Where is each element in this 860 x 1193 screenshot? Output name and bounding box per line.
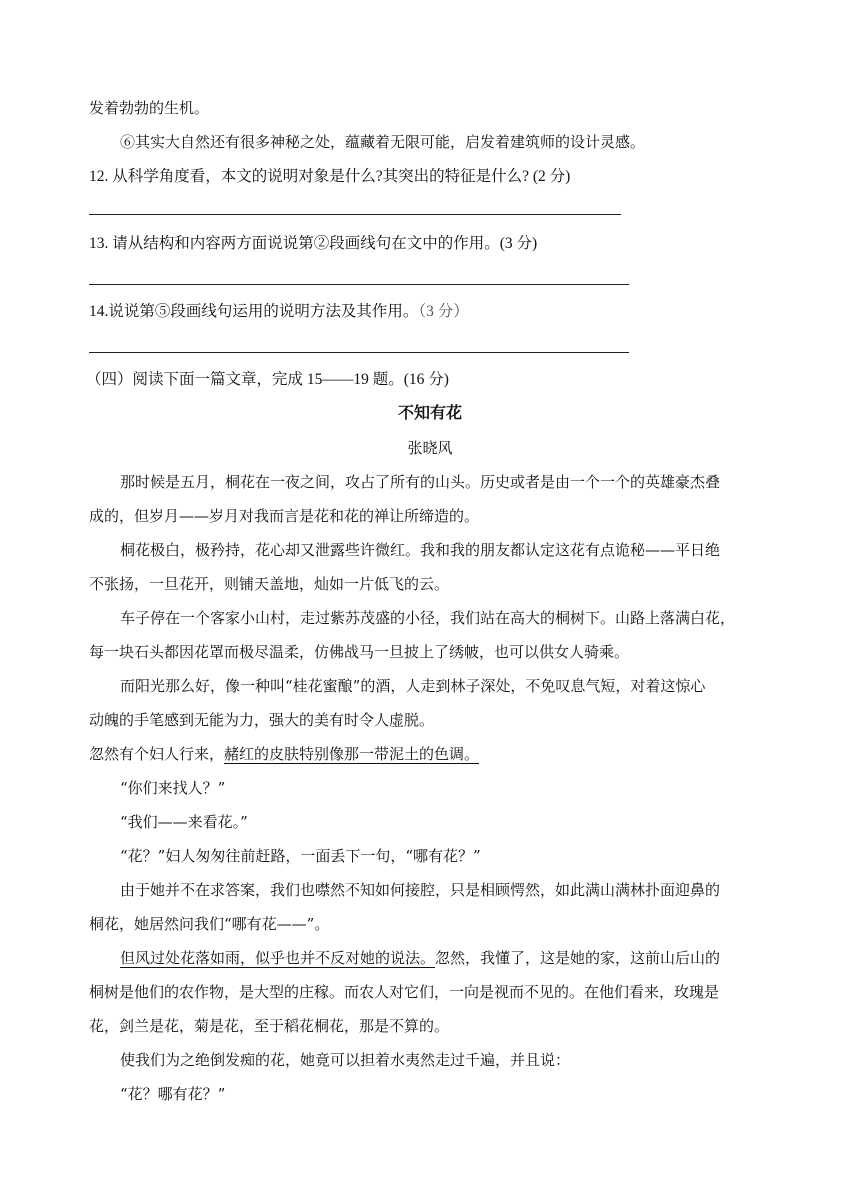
question-14-text: 14.说说第⑤段画线句运用的说明方法及其作用。	[89, 303, 419, 320]
article-line: 动魄的手笔感到无能为力，强大的美有时令人虚脱。	[89, 711, 435, 729]
underlined-sentence: 赭红的皮肤特别像那一带泥土的色调。	[224, 745, 480, 763]
answer-line-12[interactable]	[89, 214, 621, 215]
article-line	[89, 743, 479, 765]
article-text: 忽然，我懂了，这是她的家，这前山后山的	[435, 949, 721, 967]
article-line: 桐花极白，极矜持，花心却又泄露些许微红。我和我的朋友都认定这花有点诡秘——平日绝	[120, 541, 721, 559]
article-line: 桐树是他们的农作物，是大型的庄稼。而农人对它们，一向是视而不见的。在他们看来，玫瑰是	[89, 983, 720, 1001]
article-line: 而阳光那么好，像一种叫“桂花蜜酿”的酒，人走到林子深处，不免叹息气短，对着这惊心	[120, 677, 706, 695]
article-line: 不张扬，一旦花开，则铺天盖地，灿如一片低飞的云。	[89, 575, 450, 593]
article-line: 车子停在一个客家小山村，走过紫苏茂盛的小径，我们站在高大的桐树下。山路上落满白花，	[120, 609, 736, 627]
question-12: 12. 从科学角度看，本文的说明对象是什么?其突出的特征是什么? (2 分)	[89, 168, 571, 185]
paragraph-6: ⑥其实大自然还有很多神秘之处，蕴藏着无限可能，启发着建筑师的设计灵感。	[120, 133, 646, 151]
article-line: 成的，但岁月——岁月对我而言是花和花的禅让所缔造的。	[89, 507, 480, 525]
dialogue-line: “花？哪有花？”	[120, 1085, 226, 1103]
article-text: 忽然有个妇人行来，	[89, 745, 225, 763]
answer-line-14[interactable]	[89, 352, 629, 353]
section-4-heading: （四）阅读下面一篇文章，完成 15——19 题。(16 分)	[86, 371, 449, 388]
article-line: 每一块石头都因花罩而极尽温柔，仿佛战马一旦披上了绣帔，也可以供女人骑乘。	[89, 643, 630, 661]
article-line	[120, 947, 720, 969]
article-line: 由于她并不在求答案，我们也噤然不知如何接腔，只是相顾愕然，如此满山满林扑面迎鼻的	[120, 881, 721, 899]
dialogue-line: “我们——来看花。”	[120, 813, 248, 831]
dialogue-line: “花？”妇人匆匆往前赶路，一面丢下一句，“哪有花？”	[120, 847, 481, 865]
article-author: 张晓风	[407, 439, 453, 457]
answer-line-13[interactable]	[89, 284, 629, 285]
question-13: 13. 请从结构和内容两方面说说第②段画线句在文中的作用。(3 分)	[89, 235, 538, 252]
article-line: 那时候是五月，桐花在一夜之间，攻占了所有的山头。历史或者是由一个一个的英雄豪杰叠	[120, 473, 721, 491]
article-title: 不知有花	[397, 403, 462, 422]
article-line: 桐花，她居然问我们“哪有花——”。	[89, 915, 330, 933]
question-14	[89, 301, 469, 323]
article-line: 使我们为之绝倒发痴的花，她竟可以担着水夷然走过千遍，并且说：	[120, 1051, 571, 1069]
underlined-sentence: 但风过处花落如雨，似乎也并不反对她的说法。	[120, 949, 436, 967]
article-line: 花，剑兰是花，菊是花，至于稻花桐花，那是不算的。	[89, 1017, 450, 1035]
dialogue-line: “你们来找人？”	[120, 779, 226, 797]
paragraph-5-tail: 发着勃勃的生机。	[89, 99, 210, 117]
question-14-score: （3 分）	[418, 303, 469, 320]
